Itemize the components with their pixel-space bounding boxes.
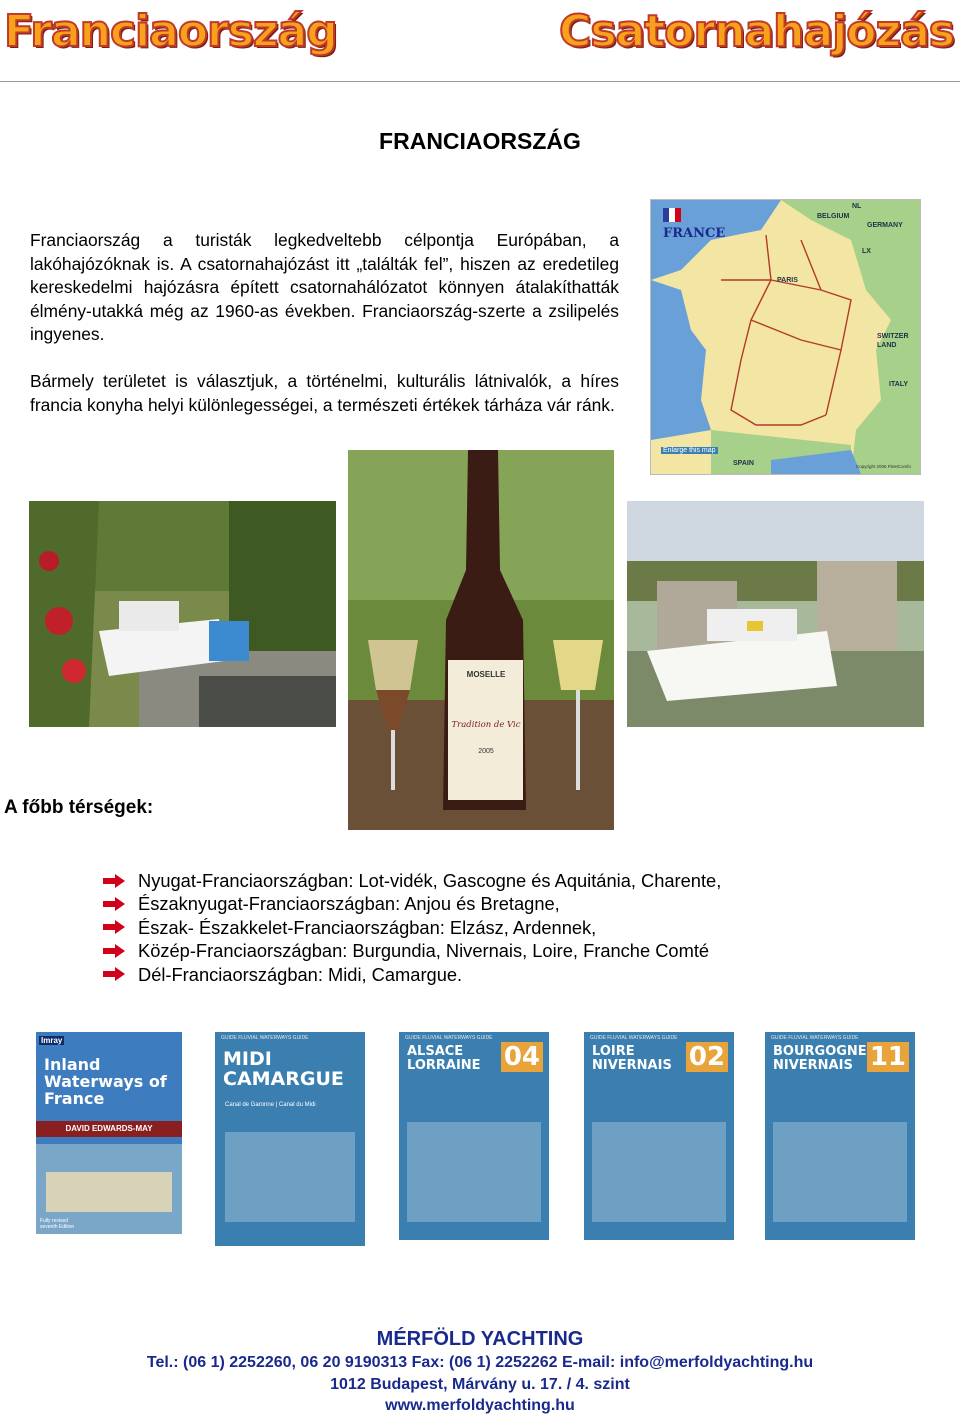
map-country-label: FRANCE xyxy=(663,226,726,241)
book-number: 04 xyxy=(501,1042,543,1072)
list-item xyxy=(103,916,721,939)
staircase-locks-drawing xyxy=(627,501,924,727)
book-number: 02 xyxy=(686,1042,728,1072)
list-item xyxy=(103,892,721,915)
book-series: GUIDE FLUVIAL WATERWAYS GUIDE xyxy=(771,1035,859,1041)
regions-heading: A főbb térségek: xyxy=(4,797,154,818)
header-banner-right: Csatornahajózás xyxy=(559,6,954,57)
book-note: Fully revised seventh Edition xyxy=(40,1218,75,1230)
map-label-spain: SPAIN xyxy=(733,460,754,467)
map-label-nl: NL xyxy=(852,203,862,210)
book-cover-alsace-lorraine xyxy=(399,1032,549,1240)
wine-label-brand: MOSELLE xyxy=(466,670,506,679)
red-arrow-icon xyxy=(103,897,125,911)
footer-website[interactable]: www.merfoldyachting.hu xyxy=(385,1397,575,1414)
book-cover-midi-camargue xyxy=(215,1032,365,1246)
footer-address: 1012 Budapest, Márvány u. 17. / 4. szint xyxy=(330,1376,630,1393)
list-item xyxy=(103,869,721,892)
book-cover-loire-nivernais xyxy=(584,1032,734,1240)
book-cover-bourgogne-nivernais xyxy=(765,1032,915,1240)
map-label-paris: PARIS xyxy=(777,277,798,284)
map-enlarge-link[interactable]: Enlarge this map xyxy=(663,447,716,454)
book-title: BOURGOGNE NIVERNAIS xyxy=(773,1044,867,1073)
france-map-image xyxy=(650,199,921,475)
intro-paragraph: Franciaország a turisták legkedveltebb célpontja Európában, a lakóhajózóknak is. A csatornahajózást itt „találták fel”, hiszen az eredetileg kereskedelmi hajózásra épített csatornahálózatot könnyen átalakíthatták élmény-utakká még az 1960-as években. Franciaország-szerte a zsilipelés ingyenes. xyxy=(30,230,619,344)
list-item xyxy=(103,963,721,986)
book-series: GUIDE FLUVIAL WATERWAYS GUIDE xyxy=(590,1035,678,1041)
map-label-germany: GERMANY xyxy=(867,222,903,229)
boat-in-lock-photo xyxy=(29,501,336,727)
boat-in-lock-drawing xyxy=(29,501,336,727)
attractions-paragraph: Bármely területet is választjuk, a történelmi, kulturális látnivalók, a híres francia konyha helyi különlegességei, a természeti értékek tárháza vár ránk. xyxy=(30,371,619,415)
book-subtitle: Canal de Garonne | Canal du Midi xyxy=(225,1102,316,1108)
staircase-locks-photo xyxy=(627,501,924,727)
region-text: Észak- Északkelet-Franciaországban: Elzász, Ardennek, xyxy=(138,916,597,938)
region-text: Nyugat-Franciaországban: Lot-vidék, Gascogne és Aquitánia, Charente, xyxy=(138,870,722,891)
book-title: Inland Waterways of France xyxy=(44,1055,167,1108)
footer-company: MÉRFÖLD YACHTING xyxy=(376,1328,584,1350)
red-arrow-icon xyxy=(103,920,125,934)
map-label-lx: LX xyxy=(862,248,871,255)
red-arrow-icon xyxy=(103,944,125,958)
region-text: Északnyugat-Franciaországban: Anjou és Bretagne, xyxy=(138,893,560,915)
header-divider xyxy=(0,81,960,82)
footer-contact: Tel.: (06 1) 2252260, 06 20 9190313 Fax: (06 1) 2252262 E-mail: info@merfoldyachting.hu xyxy=(146,1354,814,1371)
book-series: GUIDE FLUVIAL WATERWAYS GUIDE xyxy=(405,1035,493,1041)
book-number: 11 xyxy=(867,1042,909,1072)
region-text: Dél-Franciaországban: Midi, Camargue. xyxy=(138,963,463,985)
page-title: FRANCIAORSZÁG xyxy=(379,128,581,154)
red-arrow-icon xyxy=(103,874,125,888)
map-label-italy: ITALY xyxy=(889,381,909,388)
book-author: DAVID EDWARDS-MAY xyxy=(36,1121,182,1137)
map-label-belgium: BELGIUM xyxy=(817,213,850,220)
region-text: Közép-Franciaországban: Burgundia, Nivernais, Loire, Franche Comté xyxy=(138,940,710,962)
book-cover-inland-waterways xyxy=(36,1032,182,1234)
book-title: LOIRE NIVERNAIS xyxy=(592,1044,672,1073)
book-title: ALSACE LORRAINE xyxy=(407,1044,481,1073)
header-banner-left: Franciaország xyxy=(4,6,337,57)
map-copyright: Copyright 2006 FleetComfo xyxy=(856,464,912,469)
book-publisher: Imray xyxy=(41,1036,63,1045)
regions-list xyxy=(103,869,721,986)
book-title: MIDI CAMARGUE xyxy=(223,1048,344,1090)
red-arrow-icon xyxy=(103,967,125,981)
wine-bottle-photo xyxy=(348,450,614,830)
wine-label-name: Tradition de Vic xyxy=(451,720,521,730)
wine-label-year: 2005 xyxy=(478,748,494,755)
map-label-switzerland: SWITZER LAND xyxy=(877,333,909,349)
wine-bottle-drawing xyxy=(348,450,614,830)
list-item xyxy=(103,939,721,962)
book-series: GUIDE FLUVIAL WATERWAYS GUIDE xyxy=(221,1035,309,1041)
